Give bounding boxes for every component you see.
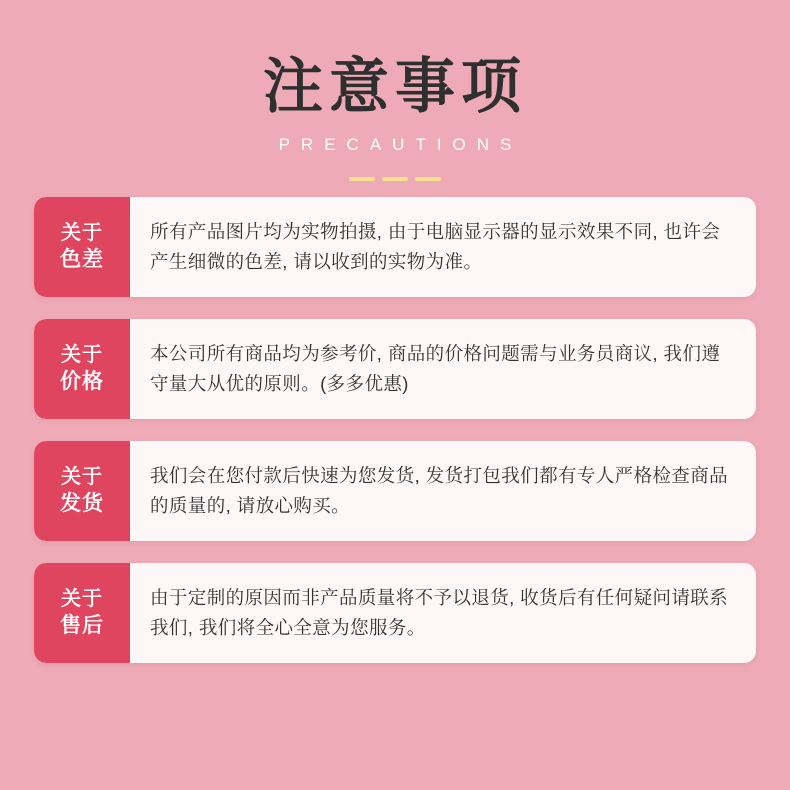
precaution-list (0, 197, 790, 663)
section-body-after-sales (130, 563, 756, 663)
section-tag-color-difference (34, 197, 130, 297)
section-tag-shipping (34, 441, 130, 541)
section-text: 本公司所有商品均为参考价, 商品的价格问题需与业务员商议, 我们遵守量大从优的原则。(多多优惠) (150, 342, 721, 394)
tag-line-1: 关于 (61, 587, 103, 610)
list-item (34, 197, 756, 297)
page-header (0, 0, 790, 155)
tag-line-1: 关于 (61, 221, 103, 244)
page-subtitle: PRECAUTIONS (278, 135, 523, 154)
list-item (34, 319, 756, 419)
section-tag-after-sales (34, 563, 130, 663)
section-body-color-difference (130, 197, 756, 297)
tag-line-1: 关于 (61, 343, 103, 366)
divider-segment-right (415, 177, 441, 181)
tag-line-1: 关于 (61, 465, 103, 488)
tag-line-2: 售后 (60, 614, 104, 638)
section-text: 由于定制的原因而非产品质量将不予以退货, 收货后有任何疑问请联系我们, 我们将全心全意为您服务。 (150, 586, 729, 638)
list-item (34, 441, 756, 541)
section-text: 我们会在您付款后快速为您发货, 发货打包我们都有专人严格检查商品的质量的, 请放心购买。 (150, 464, 729, 516)
section-text: 所有产品图片均为实物拍摄, 由于电脑显示器的显示效果不同, 也许会产生细微的色差, 请以收到的实物为准。 (150, 221, 721, 272)
section-body-shipping (130, 441, 756, 541)
divider-segment-middle (382, 177, 408, 181)
page-title: 注意事项 (263, 53, 527, 120)
section-tag-price (34, 319, 130, 419)
tag-line-2: 色差 (60, 248, 104, 272)
list-item (34, 563, 756, 663)
tag-line-2: 发货 (60, 492, 104, 516)
tag-line-2: 价格 (60, 370, 104, 394)
divider-segment-left (349, 177, 375, 181)
section-body-price (130, 319, 756, 419)
